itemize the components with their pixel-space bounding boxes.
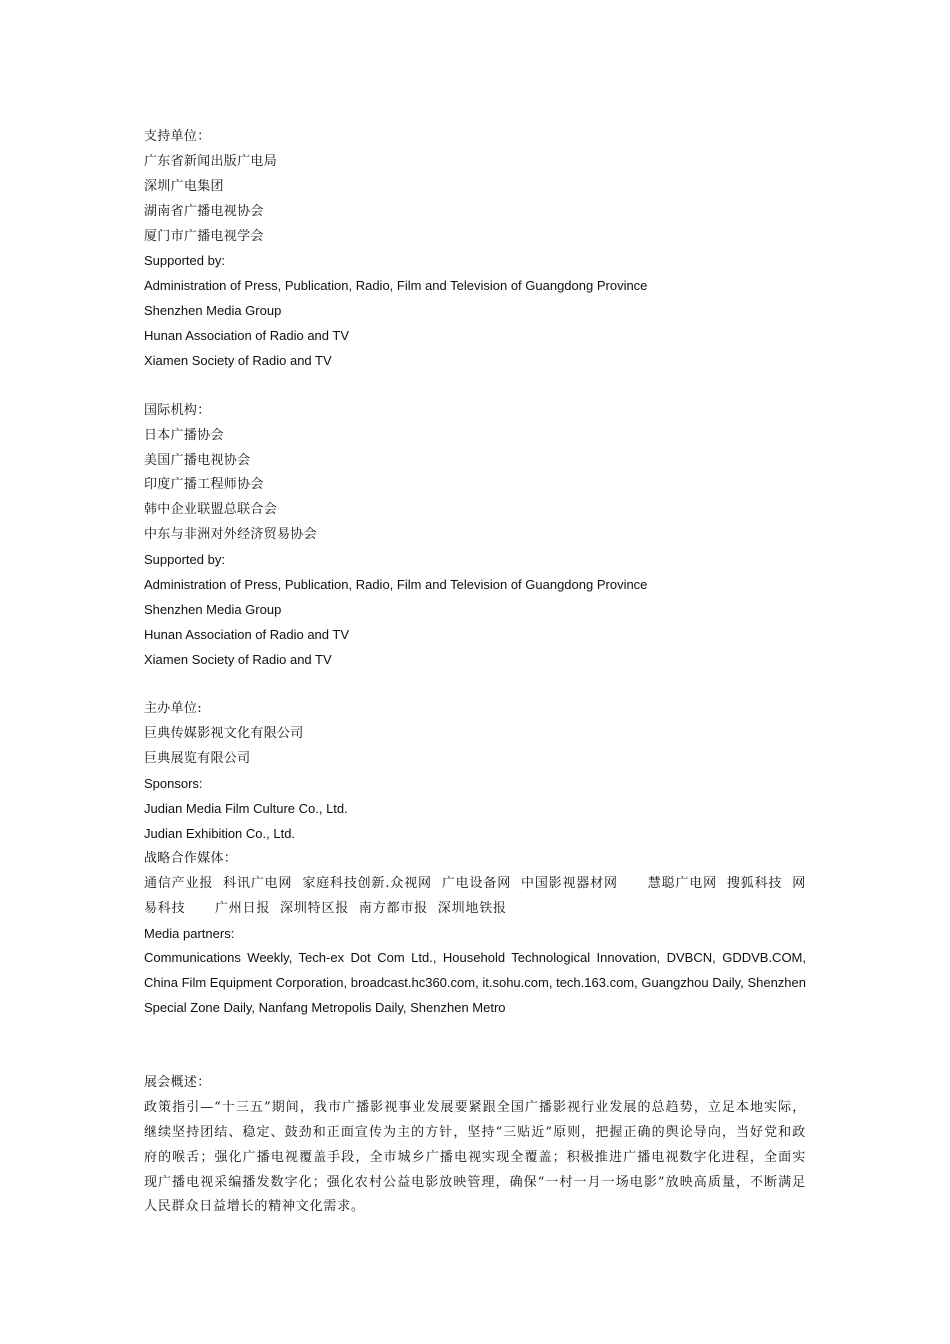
overview-body-zh: 政策指引—“十三五”期间，我市广播影视事业发展要紧跟全国广播影视行业发展的总趋势，立足本地实际，继续坚持团结、稳定、鼓劲和正面宣传为主的方针，坚持“三贴近”原则，把握正确的舆论导向，当好党和政府的喉舌；强化广播电视覆盖手段，全市城乡广播电视实现全覆盖；积极推进广播电视数字化进程，全面实现广播电视采编播发数字化；强化农村公益电影放映管理，确保“一村一月一场电影”放映高质量，不断满足人民群众日益增长的精神文化需求。 [144, 1099, 806, 1215]
overview-heading-zh: 展会概述： [144, 1074, 211, 1090]
document-page [144, 125, 806, 1220]
media-heading-en: Media partners: [144, 925, 235, 941]
organizers-heading-en: Sponsors: [144, 776, 203, 792]
spacer [144, 1021, 806, 1071]
supporter-item-zh: 湖南省广播电视协会 [144, 203, 264, 219]
organizer-item-en: Judian Exhibition Co., Ltd. [144, 825, 296, 841]
organizer-item-zh: 巨典传媒影视文化有限公司 [144, 726, 304, 742]
supporter-item-en: Hunan Association of Radio and TV [144, 328, 350, 344]
media-list-zh: 通信产业报 科讯广电网 家庭科技创新.众视网 广电设备网 中国影视器材网 慧聪广电网 搜狐科技 网易科技 广州日报 深圳特区报 南方都市报 深圳地铁报 [144, 875, 806, 916]
international-item-zh: 印度广播工程师协会 [144, 477, 264, 493]
international-item-en: Shenzhen Media Group [144, 601, 282, 617]
international-item-en: Administration of Press, Publication, Radio, Film and Television of Guangdong Province [144, 577, 648, 593]
international-item-zh: 中东与非洲对外经济贸易协会 [144, 527, 317, 543]
spacer [144, 673, 806, 698]
spacer [144, 374, 806, 399]
supporter-item-en: Shenzhen Media Group [144, 303, 282, 319]
international-heading-zh: 国际机构： [144, 402, 211, 418]
supporter-item-en: Administration of Press, Publication, Radio, Film and Television of Guangdong Province [144, 278, 648, 294]
media-heading-zh: 战略合作媒体： [144, 850, 238, 866]
supporters-heading-zh: 支持单位： [144, 129, 211, 144]
international-item-zh: 韩中企业联盟总联合会 [144, 502, 278, 518]
international-item-en: Xiamen Society of Radio and TV [144, 651, 332, 667]
organizer-item-en: Judian Media Film Culture Co., Ltd. [144, 801, 348, 817]
international-item-zh: 美国广播电视协会 [144, 452, 251, 468]
media-list-en: Communications Weekly, Tech-ex Dot Com Ltd., Household Technological Innovation, DVBCN, GDDVB.COM, China Film Equipment Corporation, broadcast.hc360.com, it.sohu.com, tech.163.com, Guangzhou Daily, Shenzhen Special Zone Daily, Nanfang Metropolis Daily, Shenzhen Metro [144, 950, 806, 1016]
international-item-zh: 日本广播协会 [144, 427, 224, 443]
supporters-heading-en: Supported by: [144, 253, 225, 269]
international-heading-en: Supported by: [144, 552, 225, 568]
organizers-heading-zh: 主办单位: [144, 701, 202, 717]
supporter-item-zh: 深圳广电集团 [144, 178, 224, 194]
supporter-item-en: Xiamen Society of Radio and TV [144, 353, 332, 369]
supporter-item-zh: 广东省新闻出版广电局 [144, 153, 278, 169]
supporter-item-zh: 厦门市广播电视学会 [144, 228, 264, 244]
organizer-item-zh: 巨典展览有限公司 [144, 751, 251, 767]
international-item-en: Hunan Association of Radio and TV [144, 626, 350, 642]
